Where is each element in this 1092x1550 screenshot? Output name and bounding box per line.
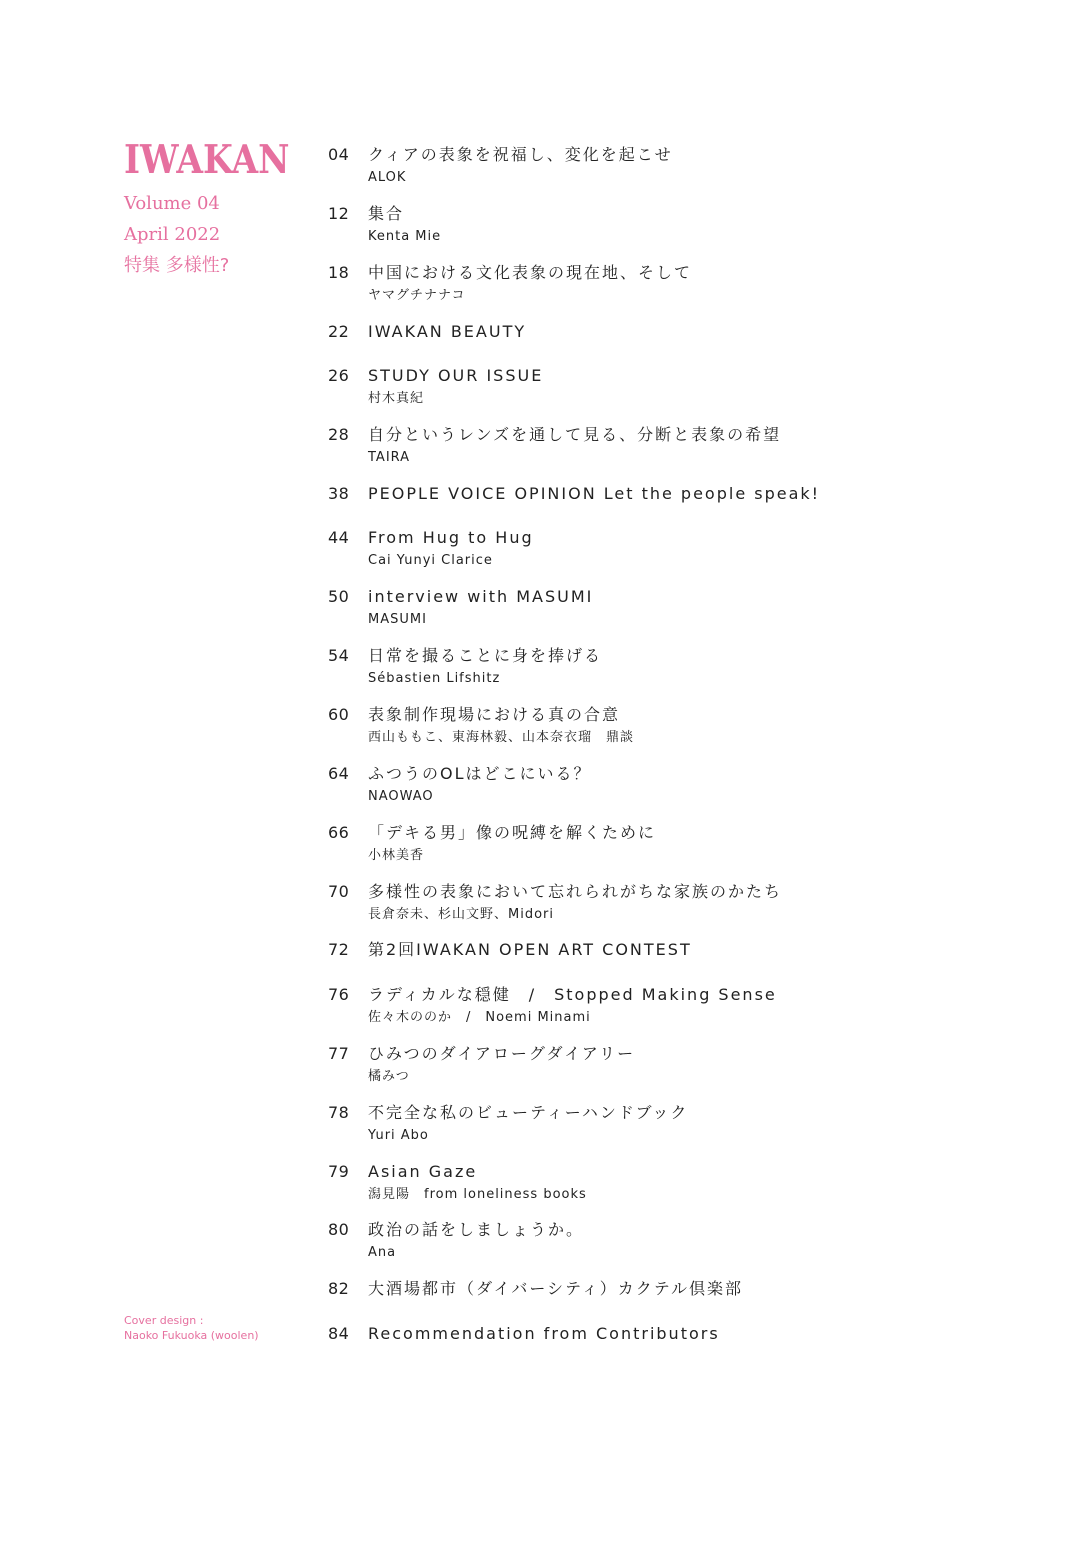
article-author: TAIRA <box>368 450 411 465</box>
article-author: Cai Yunyi Clarice <box>368 553 493 568</box>
page-number: 04 <box>328 145 350 164</box>
issue-date: April 2022 <box>124 224 221 245</box>
article-title: 日常を撮ることに身を捧げる <box>368 646 603 665</box>
cover-credit <box>124 1313 259 1343</box>
page-number: 80 <box>328 1220 350 1239</box>
article-author: 西山ももこ、東海林毅、山本奈衣瑠 鼎談 <box>368 730 635 745</box>
cover-credit-label: Cover design : <box>124 1314 204 1327</box>
article-author: NAOWAO <box>368 789 434 804</box>
article-author: 村木真紀 <box>368 391 425 406</box>
article-title: 第2回IWAKAN OPEN ART CONTEST <box>368 940 692 959</box>
page-number: 70 <box>328 882 350 901</box>
article-author: 佐々木ののか / Noemi Minami <box>368 1010 591 1025</box>
article-title: ラディカルな穏健 / Stopped Making Sense <box>368 985 777 1004</box>
article-author: Ana <box>368 1245 397 1260</box>
article-title: ひみつのダイアローグダイアリー <box>368 1044 636 1063</box>
page-number: 79 <box>328 1162 350 1181</box>
article-title: 自分というレンズを通して見る、分断と表象の希望 <box>368 425 782 444</box>
article-author: Yuri Abo <box>368 1128 429 1143</box>
article-title: PEOPLE VOICE OPINION Let the people speak! <box>368 484 821 503</box>
page-number: 38 <box>328 484 350 503</box>
article-title: 「デキる男」像の呪縛を解くために <box>368 823 657 842</box>
volume-number: Volume 04 <box>124 193 220 214</box>
article-title: interview with MASUMI <box>368 587 594 606</box>
article-title: Asian Gaze <box>368 1162 478 1181</box>
article-title: 多様性の表象において忘れられがちな家族のかたち <box>368 882 783 901</box>
article-title: ふつうのOLはどこにいる？ <box>368 764 592 783</box>
page-number: 72 <box>328 940 350 959</box>
page-number: 84 <box>328 1324 350 1343</box>
masthead <box>124 138 314 281</box>
article-author: ヤマグチナナコ <box>368 288 466 303</box>
page-number: 50 <box>328 587 350 606</box>
article-title: STUDY OUR ISSUE <box>368 366 544 385</box>
article-title: IWAKAN BEAUTY <box>368 322 527 341</box>
article-author: MASUMI <box>368 612 427 627</box>
page-number: 78 <box>328 1103 350 1122</box>
article-title: 不完全な私のビューティーハンドブック <box>368 1103 689 1122</box>
article-author: 長倉奈未、杉山文野、Midori <box>368 907 554 922</box>
article-title: 中国における文化表象の現在地、そして <box>368 263 693 282</box>
page-number: 44 <box>328 528 350 547</box>
article-title: Recommendation from Contributors <box>368 1324 720 1343</box>
page-number: 60 <box>328 705 350 724</box>
page-number: 26 <box>328 366 350 385</box>
article-author: 潟見陽 from loneliness books <box>368 1187 587 1202</box>
article-title: 大酒場都市（ダイバーシティ）カクテル倶楽部 <box>368 1279 743 1298</box>
article-author: Sébastien Lifshitz <box>368 671 501 686</box>
page-number: 28 <box>328 425 350 444</box>
article-title: クィアの表象を祝福し、変化を起こせ <box>368 145 673 164</box>
article-title: 表象制作現場における真の合意 <box>368 705 621 724</box>
page-number: 82 <box>328 1279 350 1298</box>
page-number: 76 <box>328 985 350 1004</box>
article-author: 小林美香 <box>368 848 425 863</box>
page-number: 12 <box>328 204 350 223</box>
page-number: 22 <box>328 322 350 341</box>
page-number: 66 <box>328 823 350 842</box>
magazine-logo: IWAKAN <box>124 137 290 183</box>
article-author: Kenta Mie <box>368 229 442 244</box>
article-title: From Hug to Hug <box>368 528 534 547</box>
article-author: ALOK <box>368 170 407 185</box>
article-title: 集合 <box>368 204 405 223</box>
page-number: 54 <box>328 646 350 665</box>
article-title: 政治の話をしましょうか。 <box>368 1220 585 1239</box>
article-author: 橘みつ <box>368 1069 410 1084</box>
cover-credit-name: Naoko Fukuoka (woolen) <box>124 1329 259 1342</box>
page-number: 18 <box>328 263 350 282</box>
feature-theme: 特集 多様性? <box>124 255 230 276</box>
page-number: 64 <box>328 764 350 783</box>
page-number: 77 <box>328 1044 350 1063</box>
